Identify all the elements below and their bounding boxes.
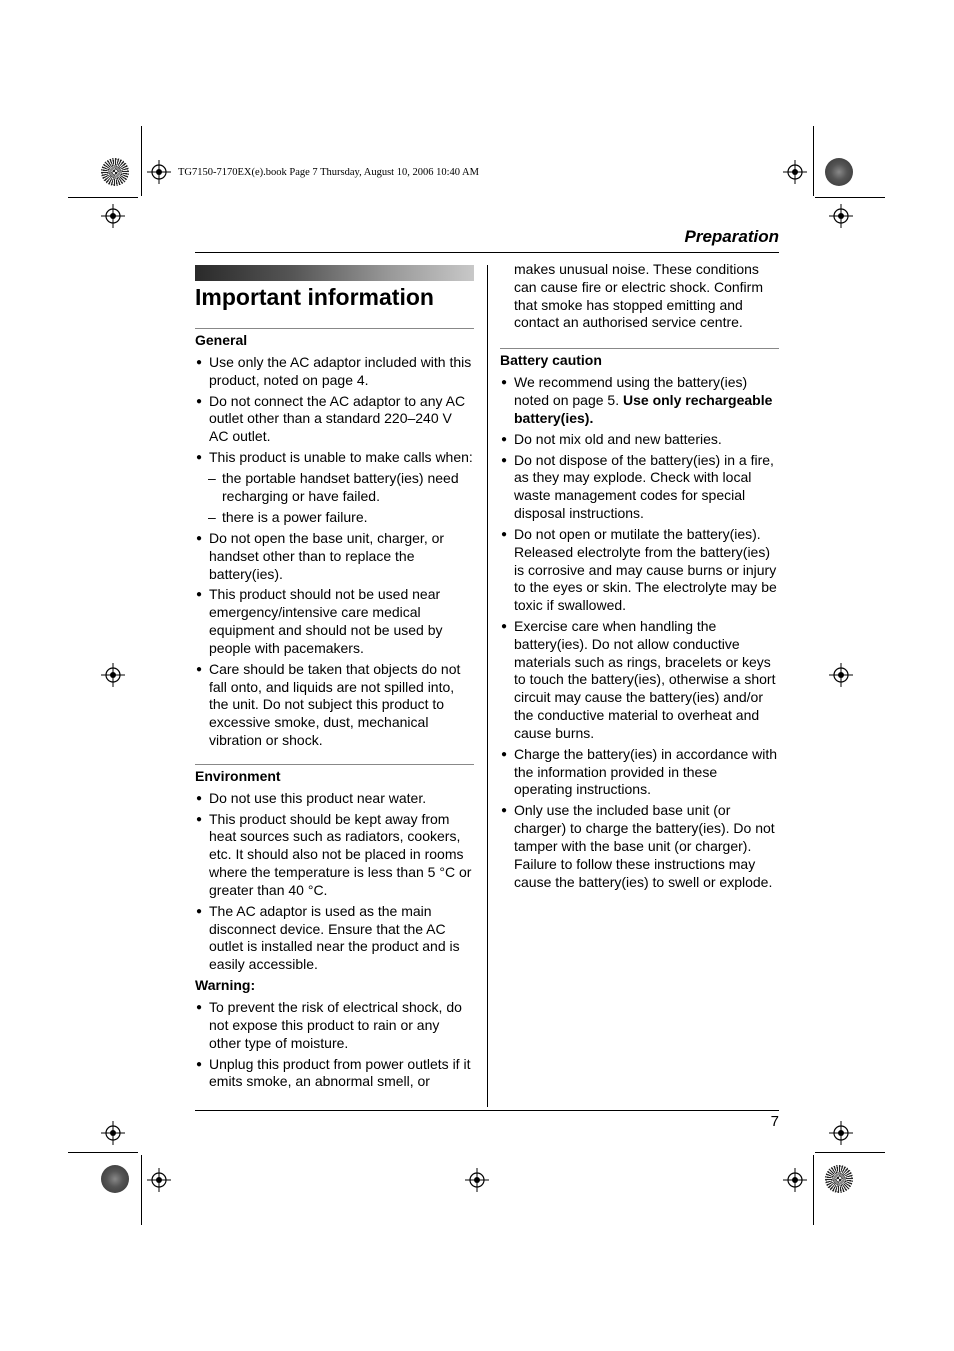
list-item: ● Do not connect the AC adaptor to any AC outlet other than a standard 220–240 V AC outlet. <box>195 393 474 446</box>
registration-mark <box>783 1168 807 1192</box>
registration-mark <box>829 1121 853 1145</box>
general-heading: General <box>195 332 248 348</box>
registration-disc <box>101 158 129 186</box>
registration-mark <box>101 1121 125 1145</box>
list-item: ● To prevent the risk of electrical shock, do not expose this product to rain or any other type of moisture. <box>195 999 474 1052</box>
page-title: Important information <box>195 284 434 310</box>
list-item: ● Do not open the base unit, charger, or handset other than to replace the battery(ies). <box>195 530 474 583</box>
crop-mark <box>813 126 814 196</box>
section-header: Preparation <box>684 227 779 246</box>
crop-mark <box>68 197 138 198</box>
crop-mark <box>815 197 885 198</box>
right-column <box>500 261 779 895</box>
list-item: ● This product should be kept away from heat sources such as radiators, cookers, etc. It should also not be placed in rooms where the temperature is less than 5 °C or greater than 40 °C. <box>195 811 474 900</box>
crop-mark <box>815 1152 885 1153</box>
title-bar <box>195 265 474 281</box>
registration-disc <box>825 158 853 186</box>
battery-heading: Battery caution <box>500 352 602 369</box>
general-list <box>195 354 474 750</box>
section-rule <box>195 764 474 765</box>
list-item: ● This product is unable to make calls when: <box>195 449 474 467</box>
environment-heading: Environment <box>195 767 281 784</box>
battery-item-text: We recommend using the battery(ies) noted on page 5. <box>514 373 748 408</box>
registration-mark <box>101 663 125 687</box>
list-item: ● Use only the AC adaptor included with this product, noted on page 4. <box>195 354 474 390</box>
warning-heading: Warning: <box>195 977 256 994</box>
crop-mark <box>813 1155 814 1225</box>
column-divider <box>487 265 488 1107</box>
continuation-text: makes unusual noise. These conditions can cause fire or electric shock. Confirm that smoke has stopped emitting and contact an authorised service centre. <box>514 261 763 331</box>
footer-rule <box>195 1110 779 1111</box>
list-item: ● Only use the included base unit (or charger) to charge the battery(ies). Do not tamper with the base unit (or charger). Failure to follow these instructions may cause the battery(ies) to swell or explode. <box>500 802 779 891</box>
list-item: ● Do not use this product near water. <box>195 790 474 808</box>
registration-mark <box>147 1168 171 1192</box>
registration-mark <box>465 1168 489 1192</box>
crop-mark <box>141 1155 142 1225</box>
list-item: ● Charge the battery(ies) in accordance with the information provided in these operating instructions. <box>500 746 779 799</box>
left-column <box>195 265 474 1094</box>
list-item: ● The AC adaptor is used as the main disconnect device. Ensure that the AC outlet is installed near the product and is easily accessible. <box>195 903 474 974</box>
sub-list-item: – there is a power failure. <box>195 509 474 527</box>
section-rule <box>500 348 779 349</box>
battery-list <box>500 374 779 891</box>
list-item: ● Exercise care when handling the battery(ies). Do not allow conductive materials such as rings, bracelets or keys to touch the battery(ies), otherwise a short circuit may cause the battery(ies) and/or the conductive material to overheat and cause burns. <box>500 618 779 743</box>
list-item: ● Care should be taken that objects do not fall onto, and liquids are not spilled into, the unit. Do not subject this product to excessive smoke, dust, mechanical vibration or shock. <box>195 661 474 750</box>
environment-list <box>195 790 474 974</box>
list-item: ● Unplug this product from power outlets if it emits smoke, an abnormal smell, or <box>195 1056 474 1092</box>
page-number: 7 <box>770 1113 779 1130</box>
battery-item-emphasis: Use only rechargeable battery(ies). <box>514 391 773 426</box>
registration-mark <box>783 160 807 184</box>
crop-mark <box>68 1152 138 1153</box>
registration-mark <box>829 663 853 687</box>
section-rule <box>195 328 474 329</box>
crop-mark <box>141 126 142 196</box>
registration-disc <box>101 1165 129 1193</box>
registration-mark <box>829 204 853 228</box>
list-item: ● This product should not be used near emergency/intensive care medical equipment and should not be used by people with pacemakers. <box>195 586 474 657</box>
list-item: ● Do not mix old and new batteries. <box>500 431 779 449</box>
header-rule <box>195 252 779 253</box>
list-item: ● Do not dispose of the battery(ies) in a fire, as they may explode. Check with local waste management codes for special disposal instructions. <box>500 452 779 523</box>
file-info: TG7150-7170EX(e).book Page 7 Thursday, August 10, 2006 10:40 AM <box>178 167 479 178</box>
registration-disc <box>825 1165 853 1193</box>
warning-list <box>195 999 474 1091</box>
list-item: ● Do not open or mutilate the battery(ies). Released electrolyte from the battery(ies) is corrosive and may cause burns or injury to the eyes or skin. The electrolyte may be toxic if swallowed. <box>500 526 779 615</box>
sub-list-item: – the portable handset battery(ies) need recharging or have failed. <box>195 470 474 506</box>
list-item <box>500 374 779 427</box>
registration-mark <box>147 160 171 184</box>
registration-mark <box>101 204 125 228</box>
